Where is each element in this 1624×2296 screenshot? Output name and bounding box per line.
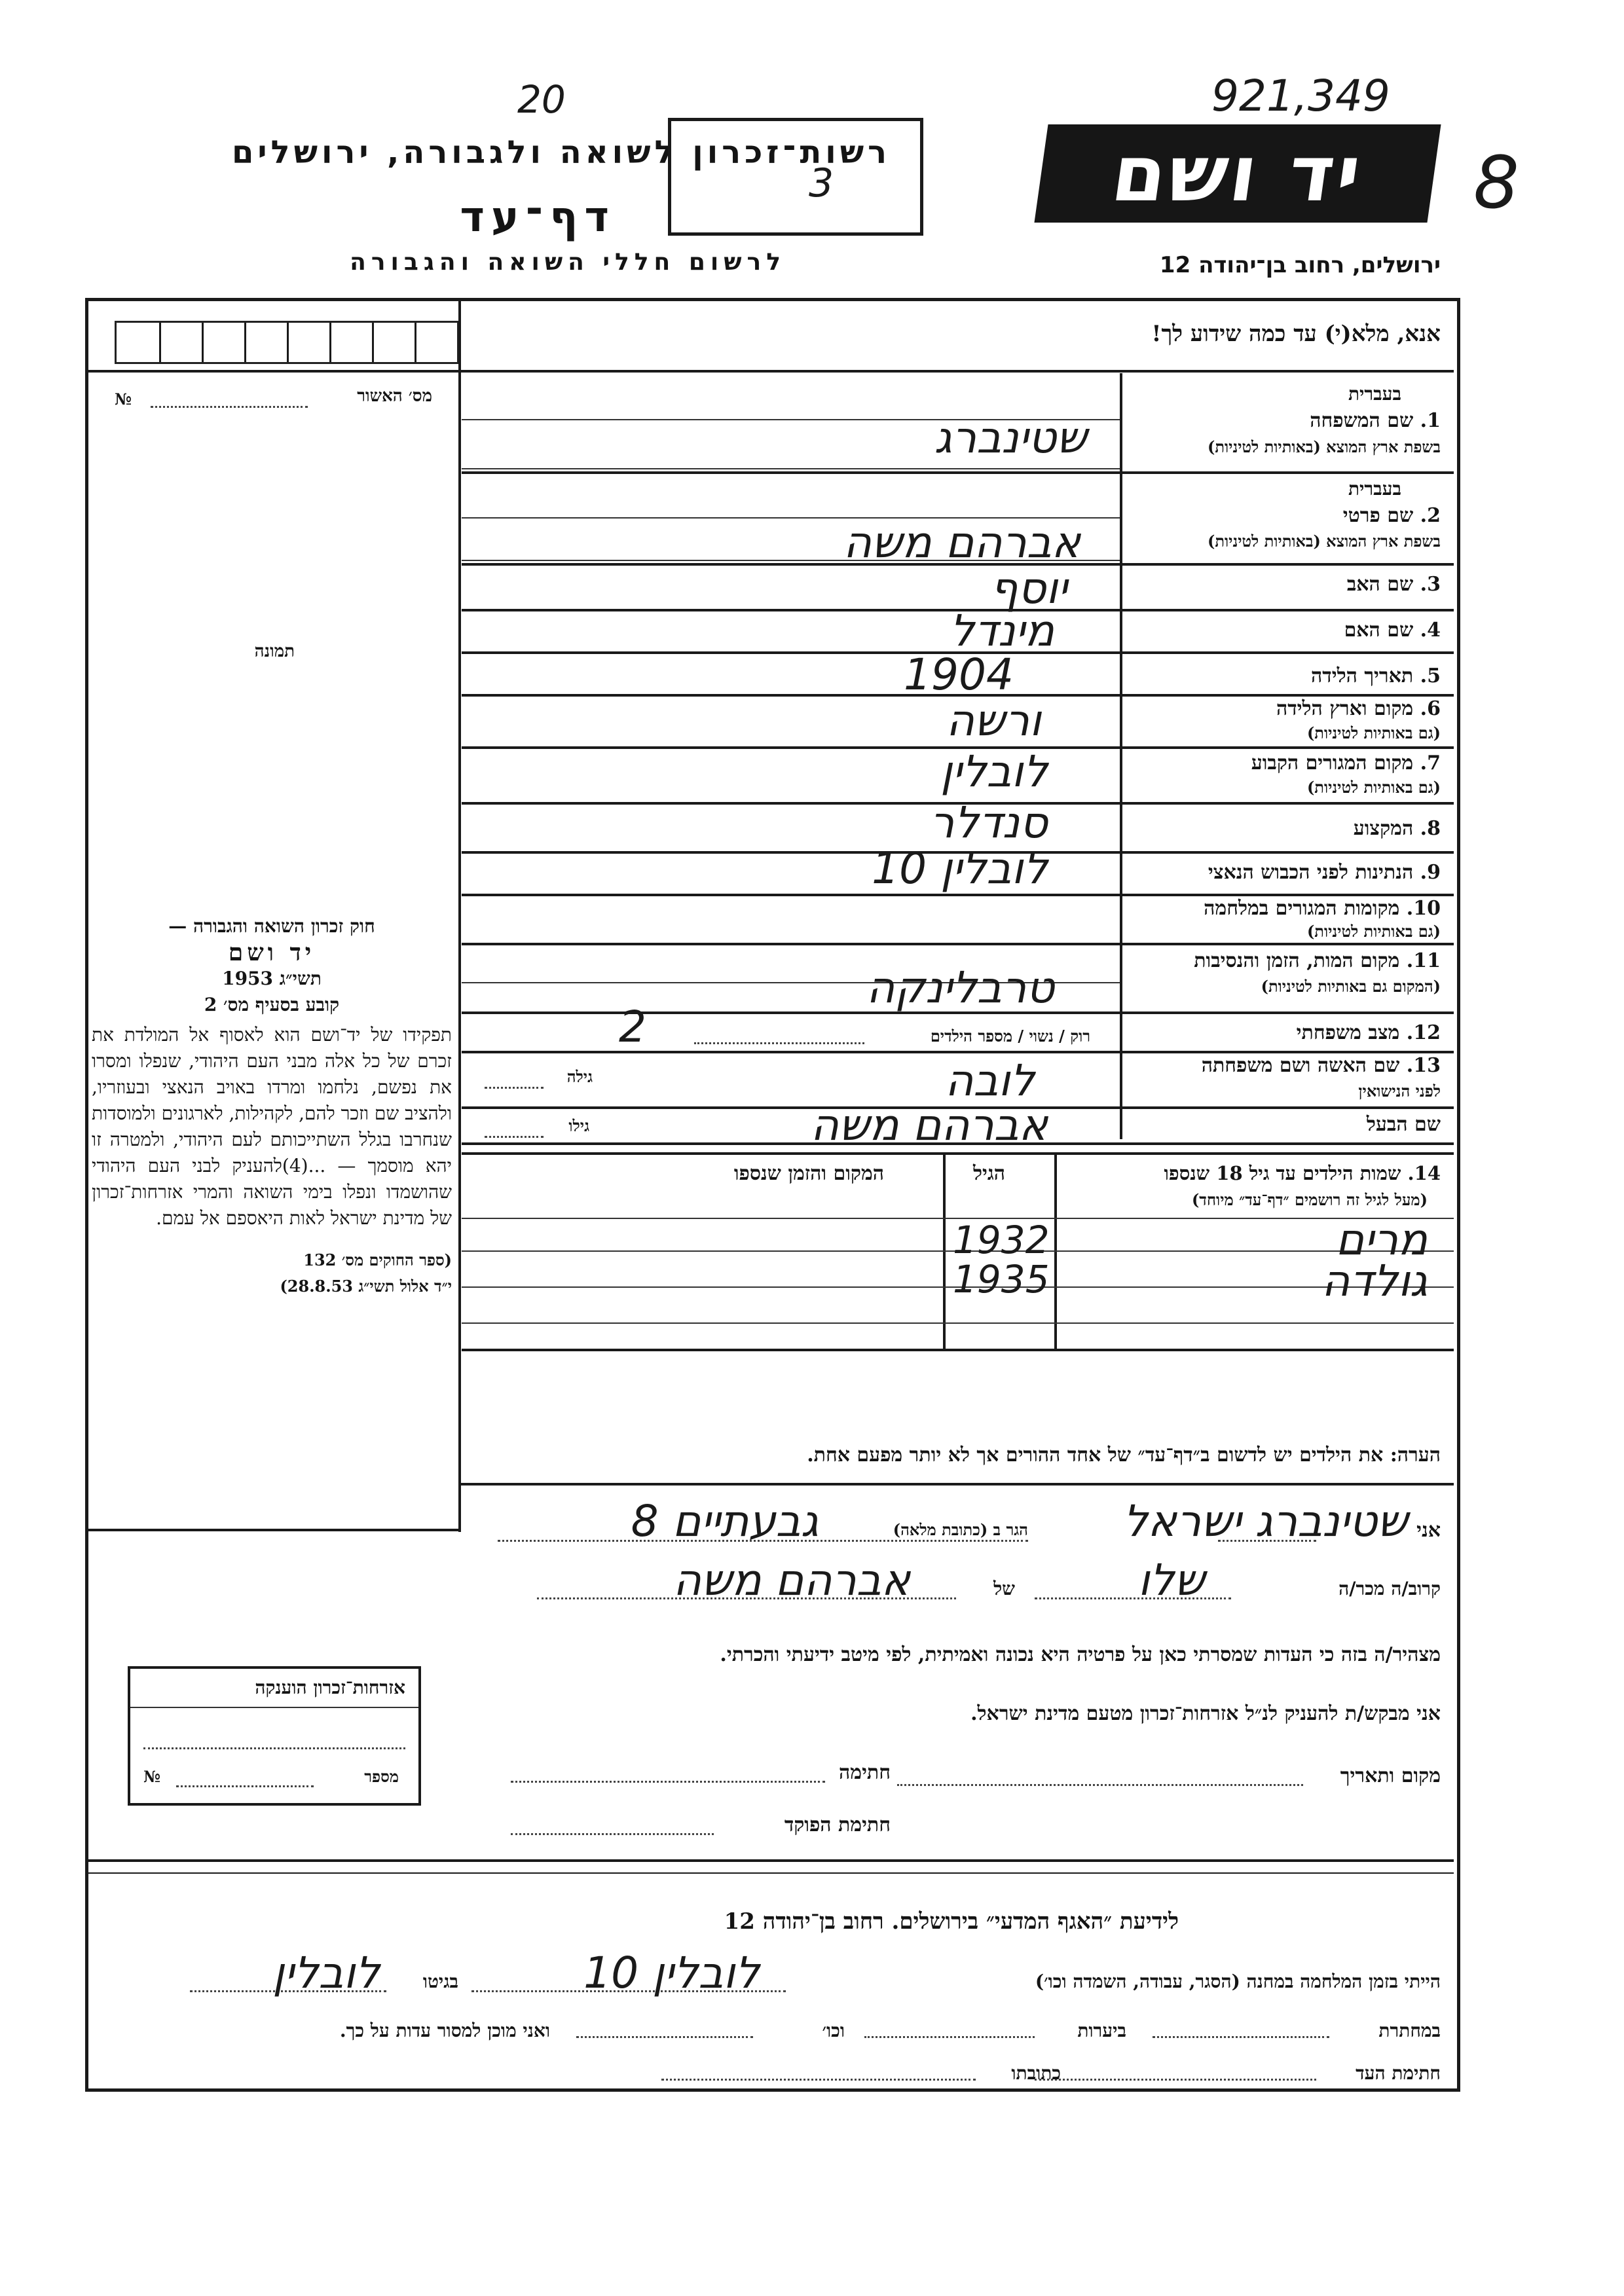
field-6-text: מקום וארץ הלידה: [1276, 697, 1414, 720]
field-4-label: [1344, 619, 1441, 642]
officer-signature-label: חתימת הפוקד: [784, 1813, 891, 1836]
field-4-text: שם האם: [1344, 619, 1414, 642]
bottom-title: לידיעת ״האגף המדעי״ בירושלים. רחוב בן־יהודה 12: [724, 1908, 1179, 1935]
ghetto-value[interactable]: לובלין: [272, 1948, 380, 1998]
camp-line-label: הייתי בזמן המלחמה במחנה (הסגר, עבודה, השמדה וכו׳): [1035, 1971, 1441, 1992]
witness-signature-label: חתימת העד: [1356, 2062, 1441, 2084]
underground-label: במחתרת: [1378, 2020, 1441, 2041]
field-13-label: [1202, 1054, 1441, 1077]
archive-stamp: [668, 118, 923, 236]
law-source: (ספר החוקים מס׳ 132: [303, 1250, 452, 1269]
marital-options: רוק / נשוי / מספר הילדים: [930, 1027, 1090, 1046]
children-heading: 14. שמות הילדים עד גיל 18 שנספו: [1164, 1162, 1441, 1184]
forests-label: ביערות: [1077, 2020, 1126, 2041]
field-1-text: שם המשפחה: [1310, 409, 1414, 432]
field-6-value[interactable]: ורשה: [946, 695, 1041, 746]
form-instruction: אנא, מלא(י) עד כמה שידוע לך!: [1151, 321, 1441, 347]
citizenship-box-title: אזרחות־זכרון הוענקה: [255, 1677, 405, 1698]
husband-age-label: גילו: [568, 1116, 589, 1135]
yad-vashem-logo: יד ושם: [1034, 124, 1441, 223]
child-1-age[interactable]: 1932: [953, 1218, 1050, 1262]
of-value[interactable]: אברהם משה: [673, 1555, 910, 1605]
field-5-text: תאריך הלידה: [1311, 665, 1414, 687]
field-9-value[interactable]: לובלין 10: [872, 843, 1048, 894]
husband-label: שם הבעל: [1366, 1113, 1441, 1136]
field-3-value[interactable]: יוסף: [990, 563, 1067, 613]
citizenship-box: [128, 1666, 421, 1806]
field-8-text: המקצוע: [1353, 817, 1414, 840]
field-2-note: בשפת ארץ המוצא (באותיות לטיניות): [1208, 532, 1441, 551]
field-7-note: (גם באותיות לטיניות): [1306, 778, 1441, 797]
field-9-number: 9.: [1420, 861, 1441, 884]
field-6-label: [1276, 697, 1441, 720]
handwritten-page-mark: 8: [1473, 141, 1519, 225]
handwritten-annotation: 20: [517, 77, 566, 122]
law-title: חוק זכרון השואה והגבורה —: [168, 915, 375, 937]
law-source-date: י״ד אלול תשי״ג 28.8.53): [280, 1277, 452, 1296]
field-12-number: 12.: [1406, 1021, 1441, 1044]
of-label: של: [993, 1578, 1015, 1599]
registration-label: מס׳ האשור: [357, 386, 432, 406]
institution-address: ירושלים, רחוב בן־יהודה 12: [1159, 252, 1441, 278]
relation-value[interactable]: שלו: [1137, 1555, 1205, 1605]
children-note: הערה: את הילדים יש לדשום ב״דף־עד״ של אחד ההורים אך לא יותר מפעם אחת.: [807, 1444, 1441, 1467]
field-2-hebrew-tag: בעברית: [1348, 478, 1401, 500]
field-5-value[interactable]: 1904: [904, 649, 1014, 700]
field-1-hebrew-tag: בעברית: [1348, 383, 1401, 405]
field-12-label: [1297, 1021, 1441, 1044]
field-6-number: 6.: [1420, 697, 1441, 720]
child-1-name[interactable]: מרים: [1335, 1214, 1428, 1265]
field-3-number: 3.: [1420, 573, 1441, 596]
child-2-name[interactable]: גולדה: [1321, 1256, 1428, 1306]
field-10-text: מקומות המגורים במלחמה: [1204, 897, 1400, 920]
field-13-value[interactable]: לובה: [945, 1055, 1035, 1106]
field-11-label: [1194, 949, 1441, 972]
witness-address-label: כתובתו: [1011, 2062, 1061, 2084]
form-subtitle: לרשום חללי השואה והגבורה: [350, 249, 786, 276]
camp-line-value[interactable]: לובלין 10: [583, 1948, 760, 1998]
handwritten-reference-number: 921,349: [1211, 71, 1390, 121]
field-10-label: [1204, 897, 1441, 920]
field-9-text: הנתינות לפני הכבוש הנאצי: [1208, 861, 1414, 884]
field-7-text: מקום המגורים הקבוע: [1251, 752, 1414, 774]
field-5-label: [1311, 665, 1441, 687]
declarant-address-label: הגר ב (כתובת מלאה): [893, 1520, 1028, 1539]
declarant-i-label: אני: [1416, 1519, 1441, 1542]
child-2-age[interactable]: 1935: [953, 1257, 1050, 1302]
field-2-text: שם פרטי: [1342, 504, 1414, 527]
citizenship-number-label: מספר: [364, 1767, 399, 1786]
declarant-address[interactable]: גבעתיים 8: [631, 1496, 819, 1546]
field-13-text: שם האשה ושם משפחתה: [1201, 1054, 1400, 1077]
registration-number-sign: №: [115, 390, 132, 409]
law-excerpt: [92, 913, 452, 1300]
field-13-number: 13.: [1406, 1054, 1441, 1077]
field-8-value[interactable]: סנדלר: [929, 797, 1048, 848]
place-date-label: מקום ותאריך: [1340, 1764, 1441, 1787]
field-10-number: 10.: [1406, 897, 1441, 920]
field-11-note: (המקום גם באותיות לטיניות): [1261, 977, 1441, 996]
field-1-note: בשפת ארץ המוצא (באותיות לטיניות): [1208, 437, 1441, 456]
citizenship-request: אני מבקש/ת להעניק לנ״ל אזרחות־זכרון מטעם מדינת ישראל.: [970, 1702, 1441, 1725]
etc-label: וכו׳: [822, 2020, 845, 2041]
declarant-name[interactable]: שטינברג ישראל: [1123, 1496, 1408, 1546]
field-11-value[interactable]: טרבלינקה: [866, 962, 1054, 1013]
children-age-header: הגיל: [972, 1162, 1005, 1185]
law-name: יד ושם: [228, 939, 316, 966]
field-10-note: (גם באותיות לטיניות): [1306, 922, 1441, 941]
field-11-text: מקום המות, הזמן והנסיבות: [1194, 949, 1400, 972]
field-8-number: 8.: [1420, 817, 1441, 840]
field-1-number: 1.: [1420, 409, 1441, 432]
field-12-text: מצב משפחתי: [1296, 1021, 1400, 1044]
ghetto-label: בגיטו: [422, 1971, 458, 1992]
field-5-number: 5.: [1420, 665, 1441, 687]
declaration-statement: מצהיר/ה בזה כי העדות שמסרתי כאן על פרטיה היא נכונה ואמיתית, לפי מיטב ידיעתי והכרתי.: [720, 1643, 1441, 1666]
law-year: תשי״ג 1953: [222, 968, 322, 989]
testimony-offer: ואני מוכן למסור עדות על כך.: [339, 2020, 550, 2041]
field-8-label: [1354, 817, 1441, 840]
children-place-header: המקום והזמן שנספו: [733, 1162, 884, 1185]
photo-label: תמונה: [254, 642, 295, 661]
field-2-label: [1343, 504, 1441, 527]
field-1-value[interactable]: שטינברג: [934, 412, 1087, 463]
children-heading-note: (מעל לגיל זה רושמים ״דף־עד״ מיוחד): [1191, 1190, 1428, 1209]
law-body: תפקידו של יד־ושם הוא לאסוף אל המולדת את זכרם של כל אלה מבני העם היהודי, שנפלו ומסרו את נפשם, נלחמו ומרדו באויב הנאצי ובעוזריו, ולהציב שם וזכר להם, לקהילות, לארגונים ולמוסדות שנחרבו בגלל השתייכותם לעם היהודי, ולמטרה זו יהא מוסמך — ...(4)להעניק לבני העם היהודי שהושמדו ונפלו בימי השואה והמרי אזרחות־זכרון של מדינת ישראל לאות היאספם אל עמם.: [92, 1024, 452, 1229]
field-2-number: 2.: [1420, 504, 1441, 527]
field-3-text: שם האב: [1346, 573, 1414, 596]
form-title: דף־עד: [460, 193, 616, 242]
field-4-number: 4.: [1420, 619, 1441, 642]
stamp-number: 3: [809, 160, 834, 206]
relation-label: קרוב/ה מכר/ה: [1338, 1578, 1441, 1599]
field-12-value[interactable]: 2: [619, 1002, 646, 1052]
field-6-note: (גם באותיות לטיניות): [1306, 723, 1441, 742]
field-11-number: 11.: [1406, 949, 1441, 972]
field-4-value[interactable]: מינדל: [950, 606, 1054, 656]
citizenship-number-sign: №: [143, 1767, 161, 1786]
field-1-label: [1310, 409, 1441, 432]
law-clause: קובע בסעיף מס׳ 2: [204, 994, 340, 1015]
wife-age-label: גילה: [566, 1067, 593, 1086]
field-7-value[interactable]: לובלין: [940, 746, 1048, 797]
field-7-label: [1251, 752, 1441, 774]
authority-name: רשות־זכרון לשואה ולגבורה, ירושלים: [231, 134, 891, 171]
field-3-label: [1347, 573, 1441, 596]
field-2-value[interactable]: אברהם משה: [843, 517, 1080, 568]
husband-value[interactable]: אברהם משה: [810, 1100, 1048, 1150]
registration-grid: [115, 321, 459, 364]
signature-label: חתימה: [839, 1761, 891, 1784]
field-13-note: לפני הנישואין: [1358, 1082, 1441, 1101]
field-7-number: 7.: [1420, 752, 1441, 774]
field-9-label: [1208, 861, 1441, 884]
